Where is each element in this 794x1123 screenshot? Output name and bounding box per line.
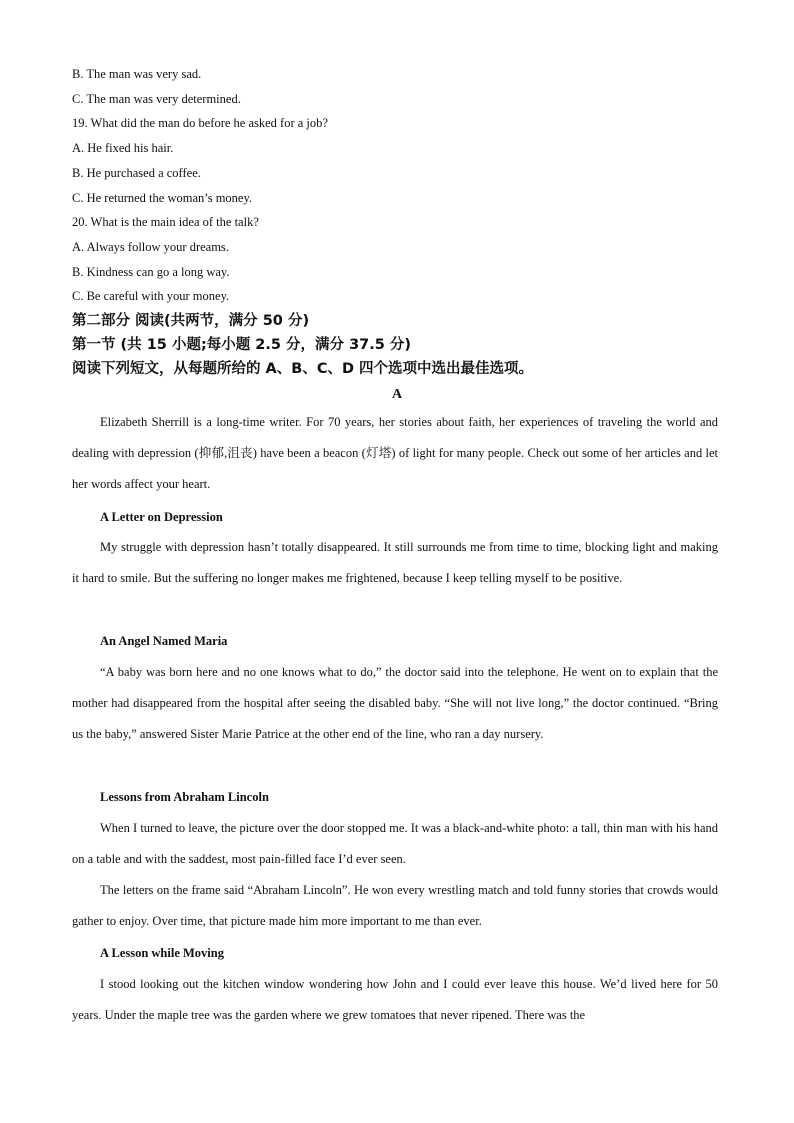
article-heading-lincoln: Lessons from Abraham Lincoln (100, 790, 269, 804)
paragraph-maria: “A baby was born here and no one knows what to do,” the doctor said into the telephone. He went on to explain that the mother had disappeared from the hospital after seeing the disabled baby. “She will not live long,” the doctor continued. “Bring us the baby,” answered Sister Marie Patrice at the other end of the line, who ran a day nursery. (72, 665, 718, 741)
paragraph-moving: I stood looking out the kitchen window wondering how John and I could ever leave this house. We’d lived here for 50 years. Under the maple tree was the garden where we grew tomatoes that never ripened. There was the (72, 977, 718, 1022)
option-c-determined: C. The man was very determined. (72, 92, 241, 106)
paragraph-lincoln-2: The letters on the frame said “Abraham Lincoln”. He won every wrestling match and told funny stories that crowds would gather to enjoy. Over time, that picture made him more important to me than ever. (72, 883, 718, 928)
paragraph-lincoln-1: When I turned to leave, the picture over the door stopped me. It was a black-and-white photo: a tall, thin man with his hand on a table and with the saddest, most pain-filled face I’d ever seen. (72, 821, 718, 866)
option-a-dreams: A. Always follow your dreams. (72, 240, 229, 254)
option-a-hair: A. He fixed his hair. (72, 141, 174, 155)
reading-instruction: 阅读下列短文，从每题所给的 A、B、C、D 四个选项中选出最佳选项。 (72, 361, 534, 377)
paragraph-depression: My struggle with depression hasn’t totally disappeared. It still surrounds me from time to time, blocking light and making it hard to smile. But the suffering no longer makes me frightened, because I keep telling myself to be positive. (72, 540, 718, 585)
option-b-sad: B. The man was very sad. (72, 67, 202, 81)
part-title: 第二部分 阅读(共两节，满分 50 分) (72, 313, 310, 329)
intro-paragraph: Elizabeth Sherrill is a long-time writer. For 70 years, her stories about faith, her experiences of traveling the world and dealing with depression (抑郁,沮丧) have been a beacon (灯塔) of light for many people. Check out some of her articles and let her words affect your heart. (72, 415, 718, 491)
option-c-careful: C. Be careful with your money. (72, 289, 230, 303)
article-heading-depression: A Letter on Depression (100, 510, 223, 524)
article-heading-maria: An Angel Named Maria (100, 634, 228, 648)
question-19: 19. What did the man do before he asked for a job? (72, 116, 328, 130)
option-c-money: C. He returned the woman’s money. (72, 191, 253, 205)
option-b-kindness: B. Kindness can go a long way. (72, 265, 230, 279)
article-heading-moving: A Lesson while Moving (100, 946, 224, 960)
passage-label: A (391, 387, 403, 402)
option-b-coffee: B. He purchased a coffee. (72, 166, 201, 180)
section-title: 第一节 (共 15 小题;每小题 2.5 分，满分 37.5 分) (72, 337, 412, 353)
question-20: 20. What is the main idea of the talk? (72, 215, 259, 229)
